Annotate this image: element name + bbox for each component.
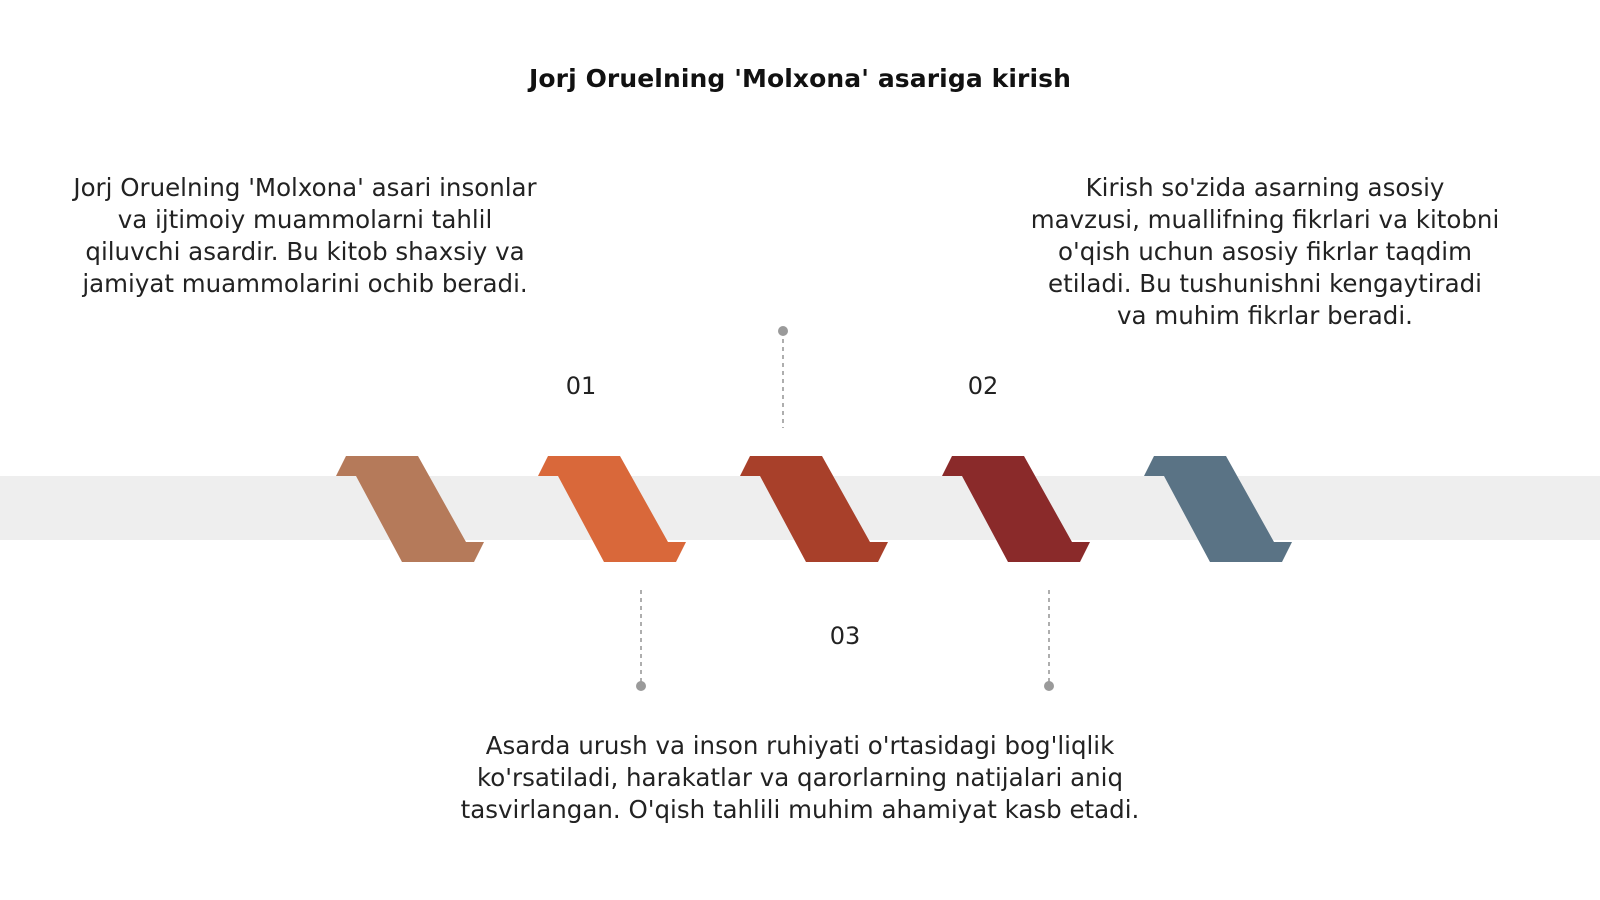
connector-dot (778, 326, 788, 336)
connector-down-right (1044, 590, 1054, 691)
step-number-02: 02 (967, 372, 999, 400)
connector-down-left (636, 590, 646, 691)
step-text-02: Kirish so'zida asarning asosiy mavzusi, muallifning fikrlari va kitobni o'qish uchun asosiy fikrlar taqdim etiladi. Bu tushunishni kengaytiradi va muhim fikrlar beradi. (1030, 173, 1500, 330)
page-title: Jorj Oruelning 'Molxona' asariga kirish (528, 64, 1071, 93)
step-number-03: 03 (829, 622, 861, 650)
step-text-01: Jorj Oruelning 'Molxona' asari insonlar va ijtimoiy muammolarni tahlil qiluvchi asardir. Bu kitob shaxsiy va jamiyat muammolarini ochib beradi. (73, 173, 537, 298)
step-text-03: Asarda urush va inson ruhiyati o'rtasidagi bog'liqlik ko'rsatiladi, harakatlar va qarorlarning natijalari aniq tasvirlangan. O'qish tahlili muhim ahamiyat kasb etadi. (460, 731, 1140, 824)
step-number-01: 01 (565, 372, 597, 400)
connector-up-center (778, 326, 788, 428)
connector-dot (1044, 681, 1054, 691)
connector-dot (636, 681, 646, 691)
